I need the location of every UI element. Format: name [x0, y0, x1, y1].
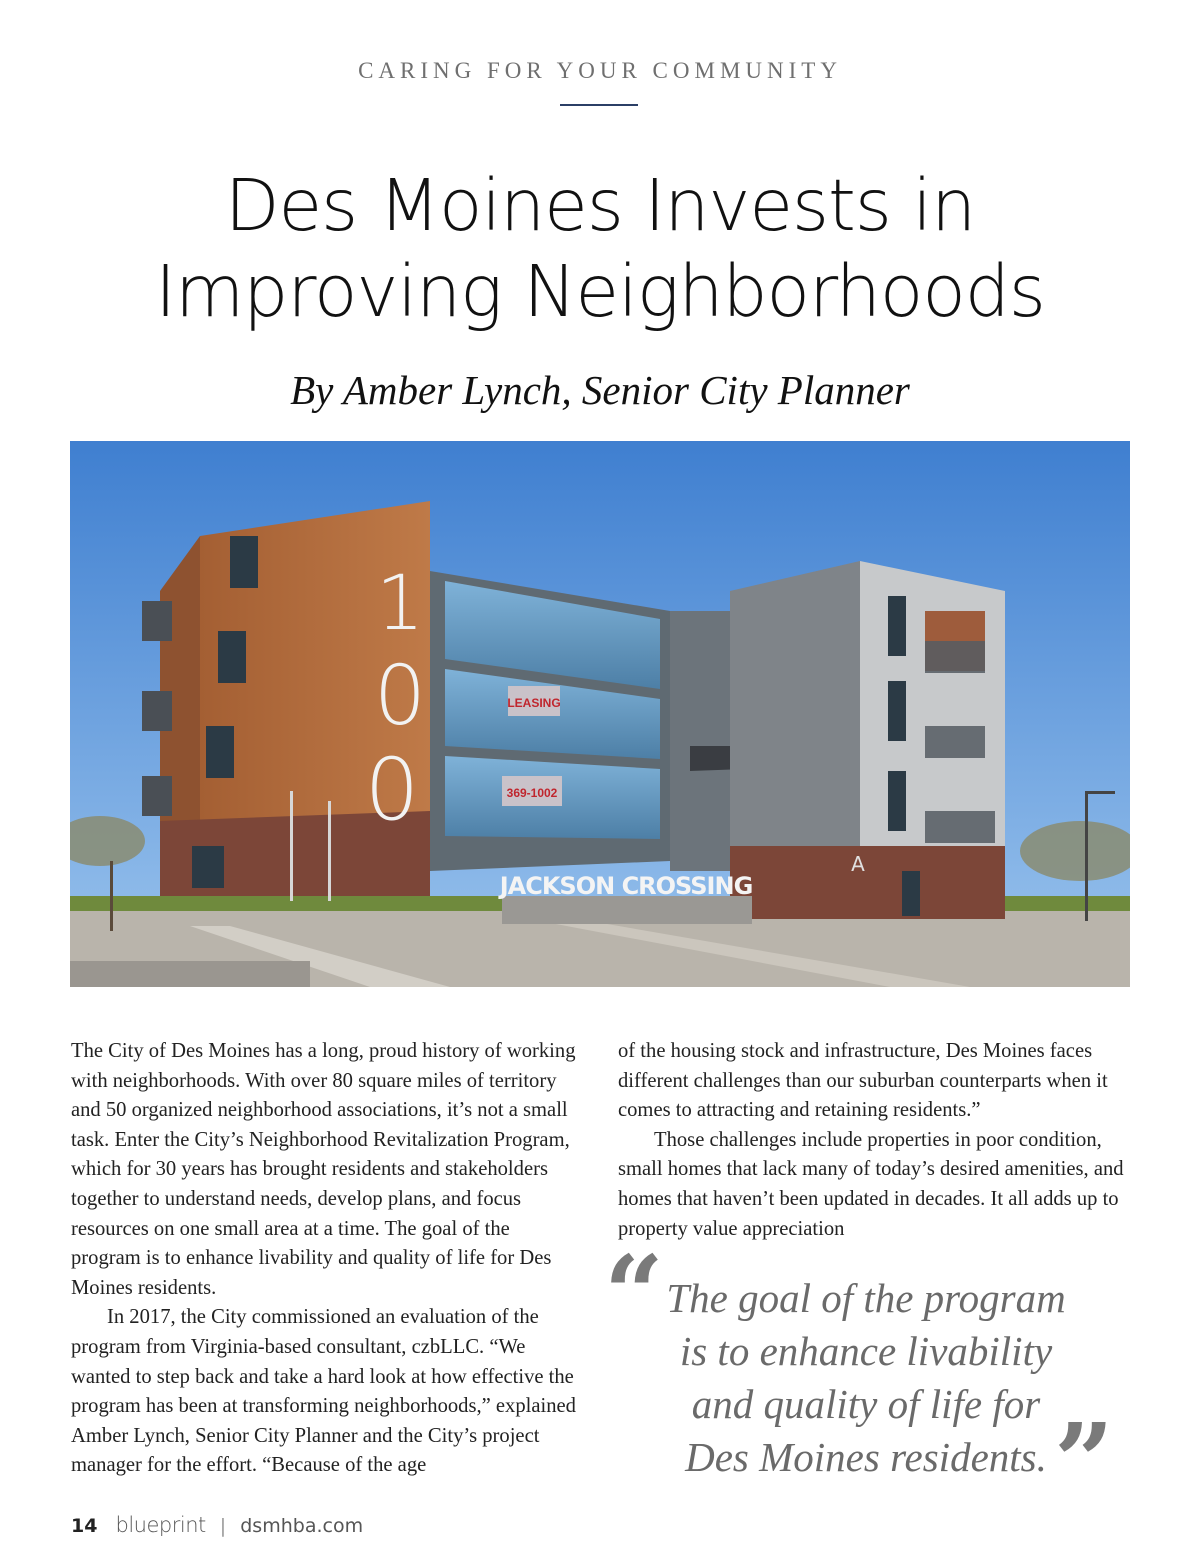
- building-number-3: 0: [364, 740, 420, 840]
- right-wing-brick: [730, 846, 1005, 919]
- title-line-2: Improving Neighborhoods: [155, 250, 1045, 333]
- body-column-left: [71, 1037, 581, 1481]
- page-number: 14: [71, 1515, 98, 1537]
- byline: By Amber Lynch, Senior City Planner: [290, 367, 910, 413]
- right-wing-front: [860, 561, 1005, 851]
- close-quote-mark: ”: [1054, 1400, 1114, 1523]
- open-quote-mark: “: [604, 1232, 664, 1355]
- building-photo: [70, 441, 1130, 987]
- building-number-2: 0: [373, 649, 427, 744]
- website-link[interactable]: dsmhba.com: [240, 1515, 364, 1537]
- pull-quote-line: Des Moines residents.: [685, 1434, 1047, 1480]
- title-line-1: Des Moines Invests in: [224, 164, 976, 247]
- body-paragraph: The City of Des Moines has a long, proud history of working with neighborhoods. With over 80 square miles of territory and 50 organized neighborhood associations, it’s not a small task. Enter the City’s Neighborhood Revitalization Program, which for 30 years has brought residents and stakeholders together to understand needs, develop plans, and focus resources on one small area at a time. The goal of the program is to enhance livability and quality of life for Des Moines residents.: [71, 1040, 576, 1299]
- building-number-1: 1: [375, 558, 425, 647]
- phone-sign-text: 369-1002: [506, 786, 558, 800]
- monument-sign-text: JACKSON CROSSING: [499, 872, 753, 900]
- leasing-sign-text: LEASING: [507, 696, 561, 710]
- pull-quote-text: [656, 1272, 1076, 1484]
- pull-quote: [600, 1232, 1140, 1523]
- body-paragraph: of the housing stock and infrastructure, Des Moines faces different challenges than our suburban counterparts when it comes to attracting and retaining residents.”: [618, 1040, 1108, 1122]
- kicker-rule: [560, 104, 638, 106]
- footer-separator: |: [219, 1515, 227, 1537]
- section-kicker: CARING FOR YOUR COMMUNITY: [358, 58, 842, 83]
- body-paragraph: Those challenges include properties in poor condition, small homes that lack many of today’s desired amenities, and homes that haven’t been updated in decades. It all adds up to property value appreciation: [618, 1128, 1124, 1240]
- article-title: [0, 163, 1200, 335]
- right-wing-facade: [730, 561, 860, 851]
- pull-quote-line: is to enhance livability: [679, 1328, 1053, 1374]
- pull-quote-line: The goal of the program: [666, 1275, 1066, 1321]
- page-footer: [71, 1513, 363, 1537]
- magazine-brand: blueprint: [115, 1513, 206, 1537]
- body-column-right: [618, 1037, 1133, 1244]
- monument-base: [502, 896, 752, 924]
- pull-quote-line: and quality of life for: [691, 1381, 1041, 1427]
- road: [70, 961, 310, 987]
- body-paragraph: In 2017, the City commissioned an evaluation of the program from Virginia-based consultant, czbLLC. “We wanted to step back and take a hard look at how effective the program has been at transforming neighborhoods,” explained Amber Lynch, Senior City Planner and the City’s project manager for the effort. “Because of the age: [71, 1306, 576, 1477]
- connector: [670, 611, 730, 871]
- wing-letter: A: [851, 852, 865, 876]
